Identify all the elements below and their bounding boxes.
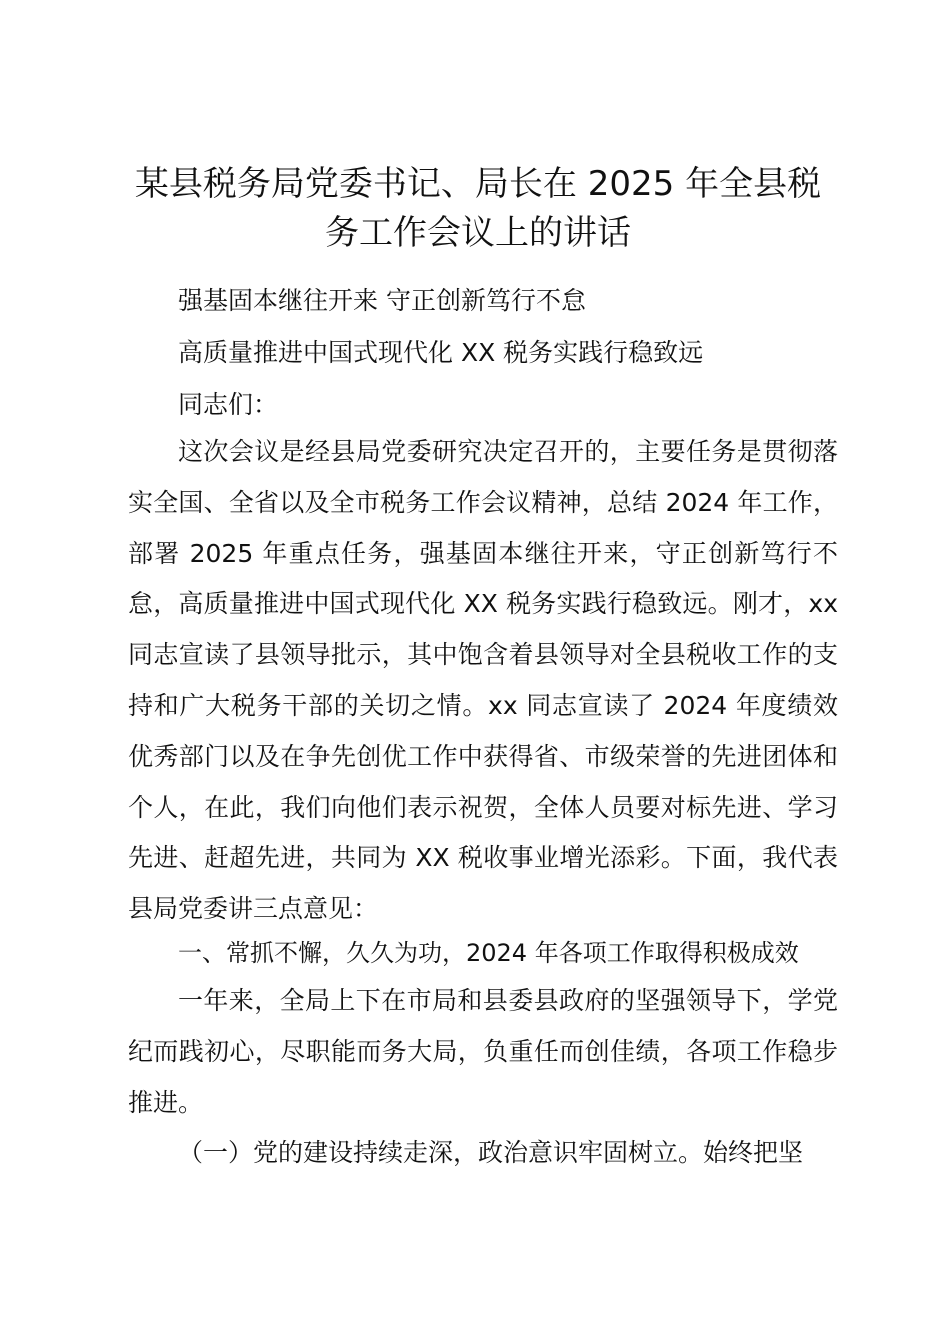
body-paragraph-party-building: （一）党的建设持续走深，政治意识牢固树立。始终把坚 bbox=[178, 1138, 804, 1167]
document-title: 某县税务局党委书记、局长在 2025 年全县税务工作会议上的讲话 bbox=[134, 164, 822, 253]
body-paragraph-summary: 一年来，全局上下在市局和县委县政府的坚强领导下，学党纪而践初心，尽职能而务大局，负重任而创佳绩，各项工作稳步推进。 bbox=[128, 986, 838, 1117]
subtitle-line-2: 高质量推进中国式现代化 XX 税务实践行稳致远 bbox=[178, 338, 704, 367]
body-paragraph-intro: 这次会议是经县局党委研究决定召开的，主要任务是贯彻落实全国、全省以及全市税务工作会议精神，总结 2024 年工作，部署 2025 年重点任务，强基固本继往开来，守正创新笃行不怠，高质量推进中国式现代化 XX 税务实践行稳致远。刚才，xx 同志宣读了县领导批示，其中饱含着县领导对全县税收工作的支持和广大税务干部的关切之情。xx 同志宣读了 2024 年度绩效优秀部门以及在争先创优工作中获得省、市级荣誉的先进团体和个人，在此，我们向他们表示祝贺，全体人员要对标先进、学习先进、赶超先进，共同为 XX 税收事业增光添彩。下面，我代表县局党委讲三点意见： bbox=[128, 437, 838, 924]
subtitle-line-1: 强基固本继往开来 守正创新笃行不怠 bbox=[178, 286, 586, 315]
salutation: 同志们： bbox=[178, 390, 279, 419]
section-heading-one: 一、常抓不懈，久久为功，2024 年各项工作取得积极成效 bbox=[178, 939, 799, 967]
